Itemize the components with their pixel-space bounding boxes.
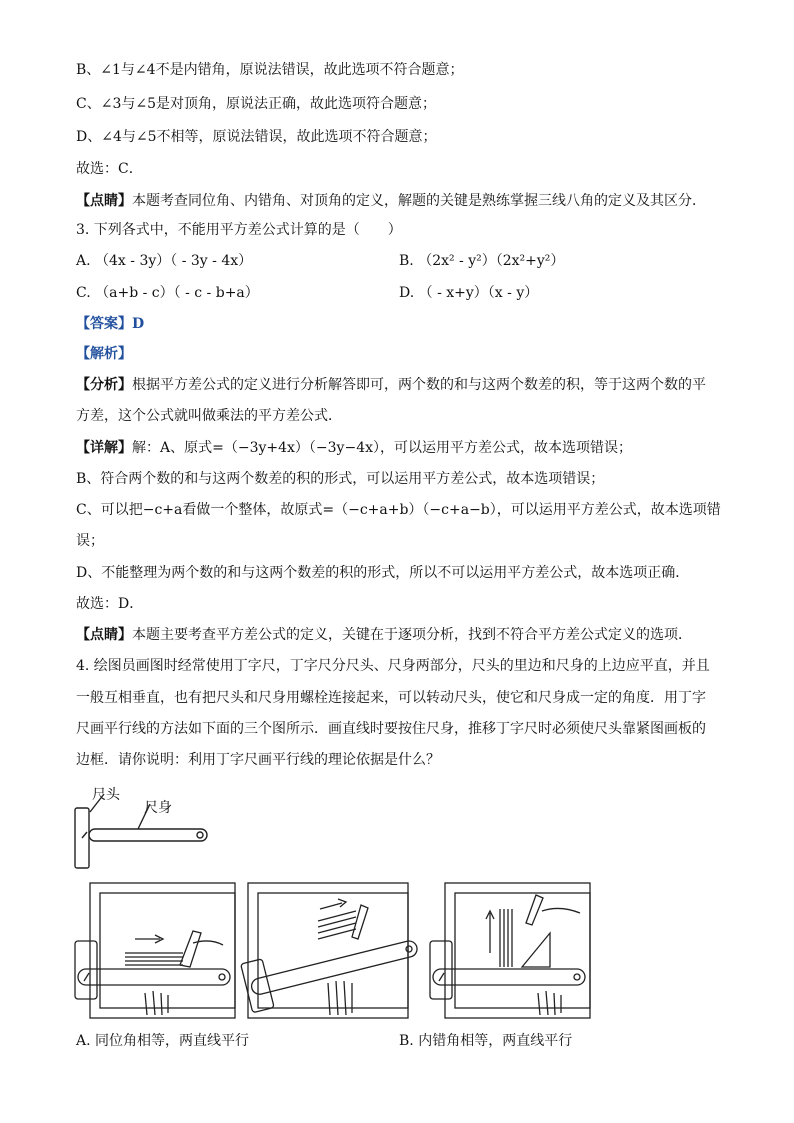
option-d: D. （ - x+y）（x - y） bbox=[399, 285, 539, 301]
ruler-body-label: 尺身 bbox=[144, 800, 172, 816]
drawing-board-figure-1 bbox=[75, 883, 235, 1023]
ruler-head-label: 尺头 bbox=[92, 787, 120, 803]
drawing-board-figure-2 bbox=[248, 883, 418, 1023]
option-b: B. （2x² - y²）（2x²+y²） bbox=[399, 253, 565, 269]
analysis-line bbox=[76, 375, 726, 395]
text-line: 边框．请你说明：利用丁字尺画平行线的理论依据是什么？ bbox=[76, 752, 440, 768]
answer-option-a: A. 同位角相等，两直线平行 bbox=[76, 1033, 250, 1049]
analysis-tag: 【分析】 bbox=[76, 377, 132, 393]
note-text: 本题考查同位角、内错角、对顶角的定义，解题的关键是熟练掌握三线八角的定义及其区分． bbox=[132, 193, 706, 209]
note-text: 本题主要考查平方差公式的定义，关键在于逐项分析，找到不符合平方差公式定义的选项． bbox=[132, 627, 692, 643]
text-line: D、不能整理为两个数的和与这两个数差的积的形式，所以不可以运用平方差公式，故本选项正确． bbox=[76, 565, 690, 581]
analysis-text: 根据平方差公式的定义进行分析解答即可，两个数的和与这两个数差的积，等于这两个数的平 bbox=[132, 377, 706, 393]
answer-option-b: B. 内错角相等，两直线平行 bbox=[399, 1033, 573, 1049]
text-line: 故选：C． bbox=[76, 161, 143, 177]
text-line: 一般互相垂直，也有把尺头和尺身用螺栓连接起来，可以转动尺头，使它和尺身成一定的角度．用丁字 bbox=[76, 690, 706, 706]
drawing-board-figure-3 bbox=[430, 883, 590, 1023]
question-4: 4. 绘图员画图时经常使用丁字尺，丁字尺分尺头、尺身两部分，尺头的里边和尺身的上边应平直，并且 bbox=[76, 658, 710, 674]
note-line bbox=[76, 625, 726, 645]
text-line: 尺画平行线的方法如下面的三个图所示．画直线时要按住尺身，推移丁字尺时必须使尺头靠紧图画板的 bbox=[76, 721, 706, 737]
t-square-figure bbox=[68, 790, 288, 870]
text-line: D、∠4与∠5不相等，原说法错误，故此选项不符合题意； bbox=[76, 129, 437, 145]
note-line bbox=[76, 191, 726, 211]
note-tag: 【点睛】 bbox=[76, 193, 132, 209]
detail-line bbox=[76, 438, 726, 458]
option-c: C. （a+b - c）（ - c - b+a） bbox=[76, 285, 259, 301]
text-line: 方差，这个公式就叫做乘法的平方差公式． bbox=[76, 408, 342, 424]
question-3: 3. 下列各式中，不能用平方差公式计算的是（ ） bbox=[76, 222, 402, 238]
text-line: 故选：D． bbox=[76, 596, 144, 612]
text-line: C、∠3与∠5是对顶角，原说法正确，故此选项符合题意； bbox=[76, 96, 436, 112]
detail-tag: 【详解】 bbox=[76, 440, 132, 456]
analysis-label: 【解析】 bbox=[76, 346, 132, 362]
detail-text: 解：A、原式=（−3y+4x）（−3y−4x），可以运用平方差公式，故本选项错误； bbox=[132, 440, 632, 456]
note-tag: 【点睛】 bbox=[76, 627, 132, 643]
text-line: B、∠1与∠4不是内错角，原说法错误，故此选项不符合题意； bbox=[76, 62, 464, 78]
text-line: 误； bbox=[76, 533, 104, 549]
option-a: A. （4x - 3y）（ - 3y - 4x） bbox=[76, 253, 253, 269]
answer-label: 【答案】D bbox=[76, 316, 145, 332]
text-line: C、可以把−c+a看做一个整体，故原式=（−c+a+b）（−c+a−b），可以运用平方差公式，故本选项错 bbox=[76, 502, 721, 518]
text-line: B、符合两个数的和与这两个数差的积的形式，可以运用平方差公式，故本选项错误； bbox=[76, 471, 605, 487]
